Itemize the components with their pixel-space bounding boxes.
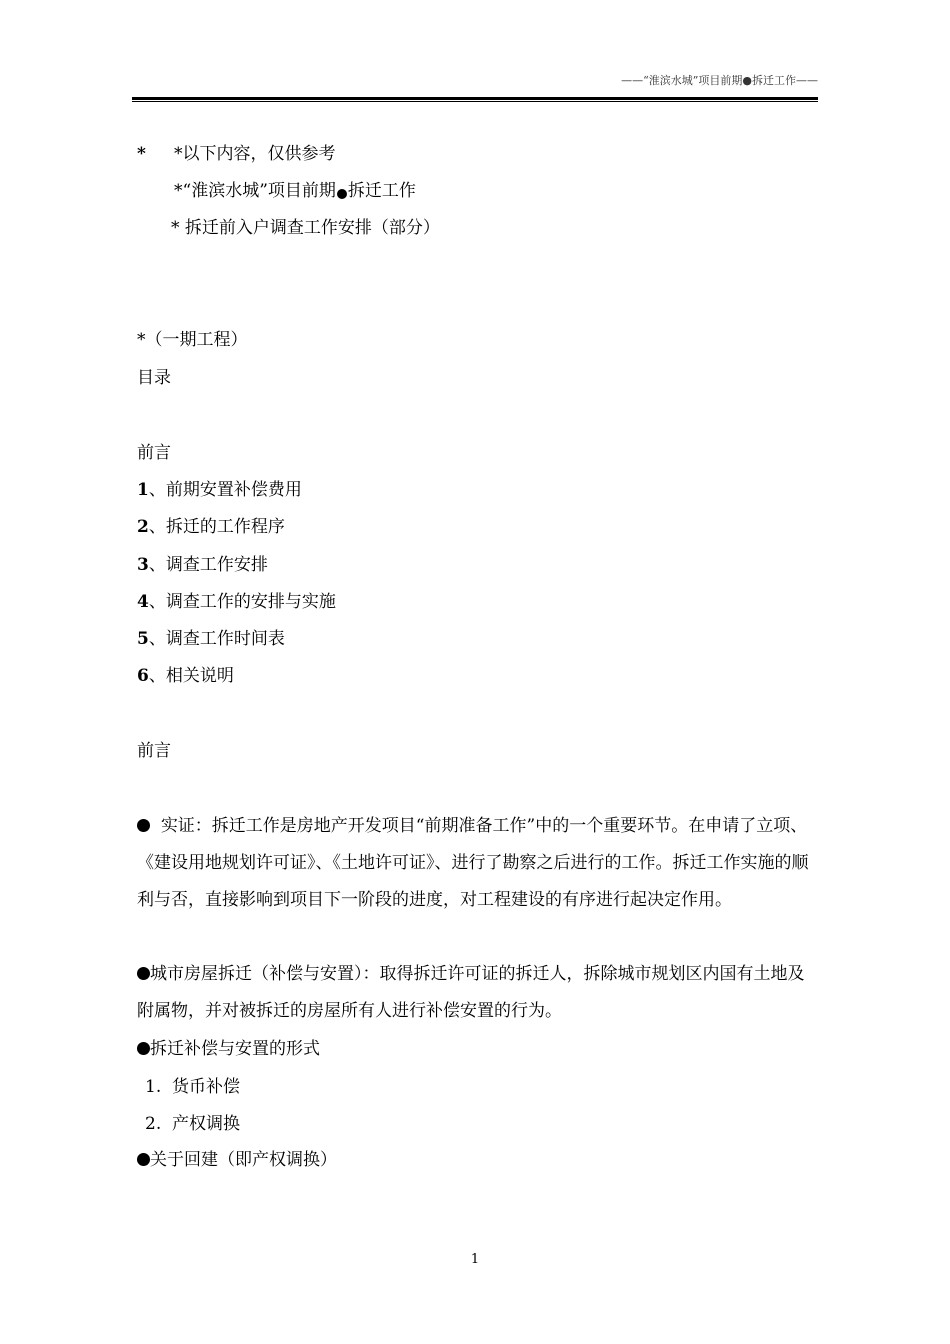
toc-title: 目录 — [137, 368, 171, 388]
paragraph-forms — [137, 1031, 817, 1068]
paragraph-forms-text: 拆迁补偿与安置的形式 — [150, 1039, 320, 1059]
bullet-icon — [137, 1042, 150, 1055]
intro-line-2 — [174, 180, 416, 202]
toc-item — [137, 479, 302, 501]
toc-item-text: 、拆迁的工作程序 — [148, 517, 285, 537]
paragraph-demolition — [137, 956, 817, 1030]
toc-item-number: 3 — [137, 555, 149, 575]
toc-item-text: 、调查工作安排 — [148, 555, 268, 575]
running-header: ——“淮滨水城”项目前期●拆迁工作—— — [621, 74, 818, 87]
header-rule — [132, 97, 818, 100]
toc-item — [137, 554, 268, 576]
toc-item-text: 、调查工作的安排与实施 — [148, 592, 336, 612]
phase-label: *（一期工程） — [137, 330, 248, 350]
bullet-icon — [137, 967, 150, 980]
intro-line-2-part-b: 拆迁工作 — [347, 181, 416, 201]
toc-item-text: 、前期安置补偿费用 — [148, 480, 302, 500]
page-number: 1 — [470, 1252, 480, 1267]
intro-line-1: *以下内容，仅供参考 — [174, 144, 336, 164]
paragraph-rebuild — [137, 1142, 817, 1179]
paragraph-demolition-text: 城市房屋拆迁（补偿与安置）：取得拆迁许可证的拆迁人，拆除城市规划区内国有土地及附属物，并对被拆迁的房屋所有人进行补偿安置的行为。 — [137, 964, 805, 1021]
toc-item — [137, 591, 336, 613]
toc-item-number: 1 — [137, 480, 149, 500]
toc-item — [137, 628, 285, 650]
toc-item-number: 5 — [137, 629, 149, 649]
list-item — [145, 1076, 240, 1098]
toc-item-number: 6 — [137, 666, 149, 686]
toc-item-text: 、相关说明 — [148, 666, 234, 686]
paragraph-rebuild-text: 关于回建（即产权调换） — [150, 1150, 337, 1170]
bullet-icon — [337, 189, 347, 199]
toc-item — [137, 665, 234, 687]
bullet-icon — [137, 819, 150, 832]
list-item-number: 2. — [145, 1114, 162, 1134]
paragraph-intro-text: 实证：拆迁工作是房地产开发项目“前期准备工作”中的一个重要环节。在申请了立项、《建设用地规划许可证》、《土地许可证》、进行了勘察之后进行的工作。拆迁工作实施的顺利与否，直接影响到项目下一阶段的进度，对工程建设的有序进行起决定作用。 — [137, 816, 809, 910]
intro-star: * — [137, 144, 146, 164]
paragraph-intro — [137, 808, 817, 919]
intro-line-2-part-a: *“淮滨水城”项目前期 — [174, 181, 336, 201]
toc-item-number: 4 — [137, 592, 149, 612]
toc-item-text: 、调查工作时间表 — [148, 629, 285, 649]
list-item-text: 产权调换 — [172, 1114, 241, 1134]
list-item — [145, 1113, 240, 1135]
header-rule-thin — [132, 101, 818, 102]
intro-line-3: * 拆迁前入户调查工作安排（部分） — [171, 218, 440, 238]
bullet-icon — [137, 1153, 150, 1166]
toc-preface: 前言 — [137, 443, 171, 463]
toc-item — [137, 516, 285, 538]
list-item-number: 1. — [145, 1077, 162, 1097]
toc-item-number: 2 — [137, 517, 149, 537]
list-item-text: 货币补偿 — [172, 1077, 241, 1097]
preface-heading: 前言 — [137, 741, 171, 761]
